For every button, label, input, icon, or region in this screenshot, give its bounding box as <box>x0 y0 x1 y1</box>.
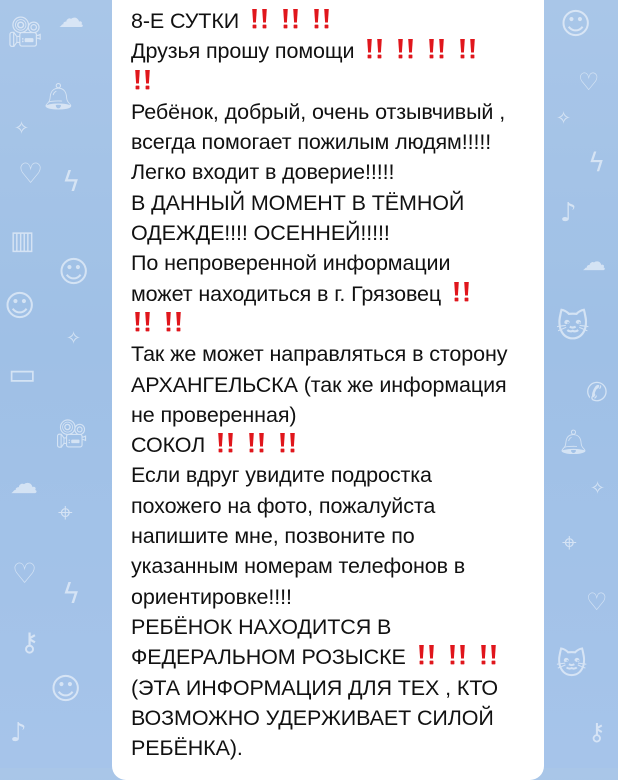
message-line-text: ВОЗМОЖНО УДЕРЖИВАЕТ СИЛОЙ <box>131 705 494 730</box>
message-line-text: ориентировке!!!! <box>131 584 292 609</box>
message-line <box>131 370 544 400</box>
message-line-text: По непроверенной информации <box>131 251 451 276</box>
emoji-group <box>131 70 155 94</box>
cloud-icon: ☁ <box>10 467 38 500</box>
double-exclamation-icon <box>456 37 480 61</box>
message-line-text: Так же может направляться в сторону <box>131 342 508 367</box>
message-line <box>131 551 544 581</box>
bell-icon: 🔔︎ <box>42 82 76 112</box>
message-line <box>131 157 544 187</box>
smile-icon: ☺ <box>50 672 82 707</box>
message-line-text: АРХАНГЕЛЬСКА (так же информация <box>131 372 507 397</box>
heart-icon: ♡ <box>578 68 600 96</box>
message-line <box>131 248 544 278</box>
cloud-icon: ☁ <box>58 4 84 34</box>
heart-icon: ♡ <box>586 588 608 616</box>
message-line-text: напишите мне, позвоните по <box>131 524 415 549</box>
double-exclamation-icon <box>446 643 470 667</box>
message-line <box>131 521 544 551</box>
message-line <box>131 309 544 339</box>
lightning-icon: ϟ <box>62 165 81 198</box>
emoji-group <box>214 433 300 457</box>
message-line <box>131 36 544 66</box>
emoji-group <box>248 9 334 33</box>
music-note-icon: ♪ <box>560 198 577 228</box>
heart-icon: ♡ <box>18 157 44 190</box>
cloud-icon: ☁ <box>582 248 606 276</box>
message-line <box>131 673 544 703</box>
message-line-text: РЕБЁНКА). <box>131 736 243 761</box>
star-icon: ✧ <box>66 328 82 349</box>
double-exclamation-icon <box>363 37 387 61</box>
bar-chart-icon: ▥ <box>10 226 35 256</box>
key-icon: ⚷ <box>588 718 606 746</box>
message-line <box>131 582 544 612</box>
double-exclamation-icon <box>214 431 238 455</box>
message-line <box>131 6 544 36</box>
message-line-text: (ЭТА ИНФОРМАЦИЯ ДЛЯ ТЕХ , КТО <box>131 675 499 700</box>
message-line <box>131 703 544 733</box>
message-line <box>131 188 544 218</box>
message-line <box>131 97 544 127</box>
message-line-text: ФЕДЕРАЛЬНОМ РОЗЫСКЕ <box>131 645 406 670</box>
emoji-group <box>131 312 186 336</box>
lightning-icon: ϟ <box>62 577 81 610</box>
double-exclamation-icon <box>394 37 418 61</box>
double-exclamation-icon <box>477 643 501 667</box>
heart-icon: ♡ <box>12 557 38 590</box>
message-line <box>131 460 544 490</box>
cat-icon: 🐱︎ <box>556 647 588 682</box>
message-line-text: 8-Е СУТКИ <box>131 9 240 33</box>
emoji-group <box>363 39 480 63</box>
message-line <box>131 218 544 248</box>
message-line <box>131 491 544 521</box>
double-exclamation-icon <box>248 7 272 31</box>
double-exclamation-icon <box>276 431 300 455</box>
message-line-text: Ребёнок, добрый, очень отзывчивый , <box>131 99 506 124</box>
message-line-text: не проверенная) <box>131 402 297 427</box>
star-icon: ✧ <box>556 108 572 129</box>
message-text <box>131 6 544 763</box>
lightning-icon: ϟ <box>588 148 606 178</box>
emoji-group <box>450 282 474 306</box>
cat-icon: 🐱︎ <box>556 307 590 345</box>
double-exclamation-icon <box>415 643 439 667</box>
location-icon: ⌖ <box>562 528 577 558</box>
double-exclamation-icon <box>245 431 269 455</box>
emoji-group <box>415 645 501 669</box>
message-line-text: всегда помогает пожилым людям!!!!! <box>131 130 492 155</box>
message-line-text: В ДАННЫЙ МОМЕНТ В ТЁМНОЙ <box>131 190 465 215</box>
message-line-text: ОДЕЖДЕ!!!! ОСЕННЕЙ!!!!! <box>131 221 390 246</box>
star-icon: ✧ <box>14 118 30 139</box>
message-line <box>131 339 544 369</box>
phone-icon: ✆ <box>586 378 608 408</box>
message-line-text: РЕБЁНОК НАХОДИТСЯ В <box>131 614 392 639</box>
message-line <box>131 127 544 157</box>
message-line-text: может находиться в г. Грязовец <box>131 281 442 306</box>
message-line-text: Друзья прошу помощи <box>131 39 355 64</box>
message-line-text: СОКОЛ <box>131 433 206 458</box>
smile-icon: ☺ <box>4 289 36 324</box>
double-exclamation-icon <box>162 310 186 334</box>
message-line <box>131 733 544 763</box>
message-line <box>131 400 544 430</box>
key-icon: ⚷ <box>20 628 40 658</box>
double-exclamation-icon <box>131 310 155 334</box>
laptop-icon: ▭ <box>8 357 37 392</box>
location-icon: ⌖ <box>58 498 73 528</box>
double-exclamation-icon <box>450 280 474 304</box>
star-icon: ✧ <box>590 478 606 499</box>
double-exclamation-icon <box>425 37 449 61</box>
message-line <box>131 612 544 642</box>
double-exclamation-icon <box>131 68 155 92</box>
message-line <box>131 642 544 672</box>
video-camera-icon: 🎥︎ <box>54 417 90 450</box>
message-bubble[interactable] <box>112 0 544 780</box>
message-line <box>131 430 544 460</box>
smile-icon: ☺ <box>58 255 90 290</box>
message-line <box>131 279 544 309</box>
music-note-icon: ♪ <box>10 718 27 748</box>
smile-icon: ☺ <box>560 7 592 42</box>
message-line-text: Легко входит в доверие!!!!! <box>131 160 395 185</box>
message-line <box>131 67 544 97</box>
message-line-text: похожего на фото, пожалуйста <box>131 493 436 518</box>
double-exclamation-icon <box>279 7 303 31</box>
double-exclamation-icon <box>310 7 334 31</box>
bell-icon: 🔔︎ <box>558 428 589 456</box>
video-camera-icon: 🎥︎ <box>6 15 45 50</box>
message-line-text: указанным номерам телефонов в <box>131 554 466 579</box>
message-line-text: Если вдруг увидите подростка <box>131 463 432 488</box>
